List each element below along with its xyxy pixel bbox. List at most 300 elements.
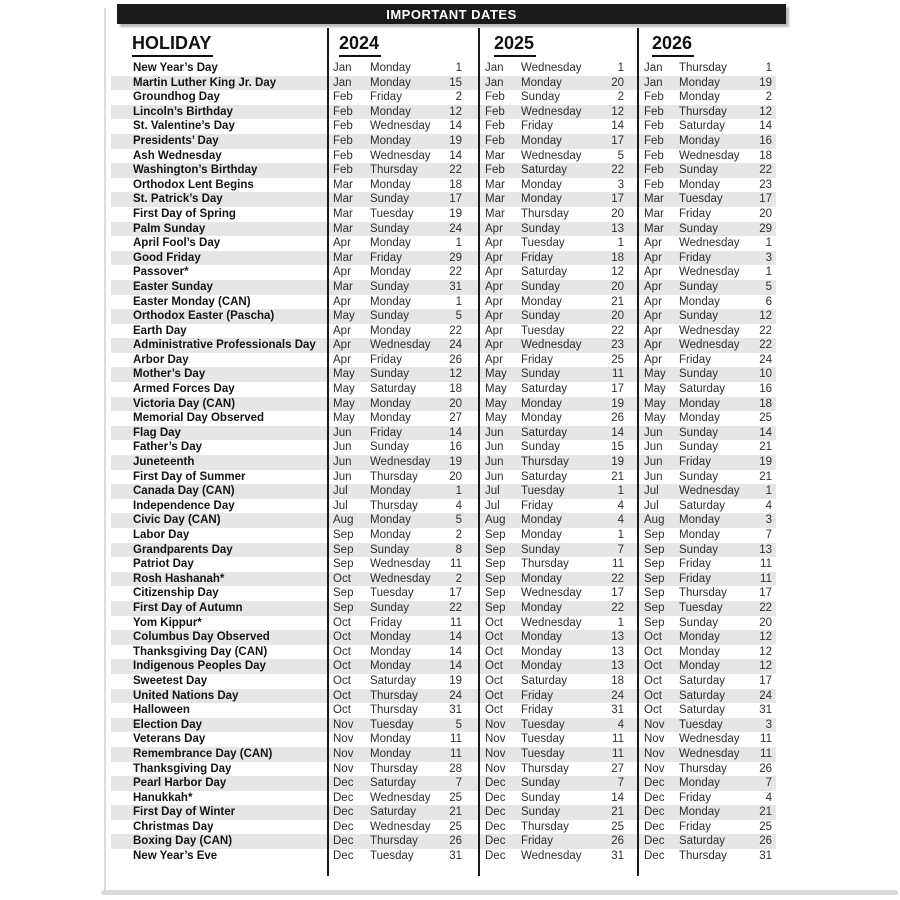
month-cell: Dec — [485, 777, 506, 790]
table-row — [111, 659, 776, 674]
date-cell: 12 — [759, 631, 772, 644]
weekday-cell: Sunday — [370, 222, 410, 235]
date-cell: 11 — [450, 733, 462, 746]
month-cell: Sep — [485, 601, 506, 614]
table-row — [111, 630, 776, 645]
month-cell: Dec — [333, 850, 354, 863]
weekday-cell: Monday — [521, 631, 562, 644]
month-cell: Apr — [485, 339, 503, 352]
month-cell: Mar — [333, 178, 353, 191]
month-cell: Feb — [644, 120, 664, 133]
weekday-cell: Saturday — [370, 806, 417, 819]
weekday-cell: Wednesday — [370, 149, 431, 162]
month-cell: Sep — [644, 601, 665, 614]
month-cell: Nov — [644, 718, 665, 731]
weekday-cell: Sunday — [521, 806, 561, 819]
month-cell: Feb — [644, 105, 664, 118]
weekday-cell: Sunday — [679, 441, 719, 454]
holiday-name: Memorial Day Observed — [133, 412, 265, 425]
month-cell: May — [485, 397, 507, 410]
weekday-cell: Friday — [521, 353, 553, 366]
holiday-name: Boxing Day (CAN) — [133, 835, 233, 848]
date-cell: 17 — [611, 193, 624, 206]
month-cell: Oct — [333, 674, 351, 687]
weekday-cell: Thursday — [370, 835, 418, 848]
weekday-cell: Sunday — [370, 280, 410, 293]
weekday-cell: Wednesday — [370, 791, 431, 804]
month-cell: Jun — [485, 441, 504, 454]
table-row — [111, 105, 776, 120]
table-row — [111, 572, 776, 587]
holiday-name: Armed Forces Day — [133, 383, 235, 396]
weekday-cell: Thursday — [679, 850, 727, 863]
weekday-cell: Saturday — [679, 499, 726, 512]
column-divider — [637, 28, 639, 876]
column-header-holiday: HOLIDAY — [132, 33, 213, 57]
date-cell: 11 — [450, 558, 462, 571]
weekday-cell: Monday — [679, 645, 720, 658]
table-row — [111, 484, 776, 499]
holiday-name: Sweetest Day — [133, 674, 208, 687]
weekday-cell: Wednesday — [679, 485, 740, 498]
month-cell: Mar — [485, 193, 505, 206]
table-row — [111, 236, 776, 251]
date-cell: 25 — [449, 791, 462, 804]
table-row — [111, 338, 776, 353]
weekday-cell: Sunday — [521, 368, 561, 381]
date-cell: 26 — [449, 353, 462, 366]
date-cell: 14 — [449, 149, 462, 162]
date-cell: 17 — [611, 134, 624, 147]
month-cell: Feb — [644, 91, 664, 104]
month-cell: Feb — [333, 91, 353, 104]
date-cell: 22 — [759, 164, 772, 177]
date-cell: 12 — [449, 105, 462, 118]
weekday-cell: Friday — [370, 426, 402, 439]
date-cell: 22 — [759, 601, 772, 614]
date-cell: 11 — [760, 572, 772, 585]
date-cell: 11 — [450, 616, 462, 629]
holiday-name: Ash Wednesday — [133, 149, 222, 162]
weekday-cell: Monday — [370, 412, 411, 425]
date-cell: 29 — [449, 251, 462, 264]
weekday-cell: Monday — [521, 572, 562, 585]
weekday-cell: Friday — [521, 689, 553, 702]
holiday-name: Flag Day — [133, 426, 181, 439]
month-cell: Dec — [333, 791, 354, 804]
weekday-cell: Saturday — [370, 777, 417, 790]
holiday-name: Indigenous Peoples Day — [133, 660, 266, 673]
month-cell: Oct — [333, 689, 351, 702]
weekday-cell: Monday — [521, 397, 562, 410]
date-cell: 17 — [611, 383, 624, 396]
month-cell: Sep — [644, 587, 665, 600]
weekday-cell: Thursday — [370, 689, 418, 702]
weekday-cell: Thursday — [679, 762, 727, 775]
weekday-cell: Sunday — [521, 543, 561, 556]
weekday-cell: Monday — [679, 295, 720, 308]
month-cell: Jul — [333, 499, 348, 512]
holiday-name: St. Patrick’s Day — [133, 193, 223, 206]
date-cell: 13 — [611, 645, 624, 658]
date-cell: 1 — [455, 237, 462, 250]
holiday-name: Victoria Day (CAN) — [133, 397, 236, 410]
date-cell: 19 — [449, 674, 462, 687]
month-cell: Dec — [333, 820, 354, 833]
date-cell: 1 — [765, 266, 772, 279]
date-cell: 4 — [617, 499, 624, 512]
date-cell: 13 — [611, 660, 624, 673]
date-cell: 11 — [760, 733, 772, 746]
month-cell: May — [485, 383, 507, 396]
date-cell: 18 — [611, 251, 624, 264]
date-cell: 20 — [759, 616, 772, 629]
month-cell: Jan — [333, 62, 352, 74]
holiday-name: Palm Sunday — [133, 222, 206, 235]
month-cell: Oct — [644, 645, 662, 658]
month-cell: Oct — [485, 645, 503, 658]
table-row — [111, 455, 776, 470]
month-cell: May — [333, 368, 355, 381]
month-cell: Apr — [644, 339, 662, 352]
weekday-cell: Tuesday — [521, 485, 565, 498]
table-row — [111, 207, 776, 222]
date-cell: 18 — [449, 383, 462, 396]
date-cell: 1 — [455, 485, 462, 498]
holiday-name: First Day of Spring — [133, 207, 236, 220]
weekday-cell: Sunday — [370, 441, 410, 454]
month-cell: Jan — [485, 62, 504, 74]
weekday-cell: Tuesday — [521, 747, 565, 760]
month-cell: May — [333, 397, 355, 410]
month-cell: Feb — [333, 120, 353, 133]
month-cell: Apr — [485, 280, 503, 293]
weekday-cell: Monday — [679, 806, 720, 819]
holiday-name: Administrative Professionals Day — [133, 339, 316, 352]
date-cell: 22 — [611, 601, 624, 614]
month-cell: Aug — [485, 514, 506, 527]
month-cell: Jul — [485, 485, 500, 498]
month-cell: Nov — [644, 762, 665, 775]
table-row — [111, 119, 776, 134]
month-cell: Jun — [485, 426, 504, 439]
table-row — [111, 367, 776, 382]
month-cell: Apr — [644, 295, 662, 308]
month-cell: Sep — [333, 529, 354, 541]
weekday-cell: Friday — [370, 251, 402, 264]
date-cell: 14 — [449, 631, 462, 644]
date-cell: 25 — [611, 820, 624, 833]
date-cell: 12 — [759, 645, 772, 658]
weekday-cell: Wednesday — [679, 747, 740, 760]
table-row — [111, 543, 776, 558]
month-cell: Oct — [485, 631, 503, 644]
month-cell: May — [644, 412, 666, 425]
weekday-cell: Monday — [521, 134, 562, 147]
table-row — [111, 499, 776, 514]
month-cell: Dec — [333, 777, 354, 790]
weekday-cell: Friday — [679, 820, 711, 833]
holiday-name: Remembrance Day (CAN) — [133, 747, 273, 760]
weekday-cell: Wednesday — [521, 339, 582, 352]
holiday-name: Father’s Day — [133, 441, 203, 454]
weekday-cell: Monday — [370, 529, 411, 541]
weekday-cell: Sunday — [521, 791, 561, 804]
month-cell: Nov — [333, 747, 354, 760]
date-cell: 19 — [449, 207, 462, 220]
table-row — [111, 820, 776, 835]
weekday-cell: Wednesday — [679, 324, 740, 337]
date-cell: 25 — [759, 820, 772, 833]
month-cell: Oct — [485, 660, 503, 673]
date-cell: 17 — [449, 587, 462, 600]
table-row — [111, 557, 776, 572]
weekday-cell: Monday — [521, 76, 562, 89]
weekday-cell: Friday — [679, 558, 711, 571]
holiday-name: Christmas Day — [133, 820, 214, 833]
holiday-name: Good Friday — [133, 251, 201, 264]
holiday-name: Washington’s Birthday — [133, 164, 258, 177]
date-cell: 7 — [617, 777, 624, 790]
weekday-cell: Tuesday — [521, 733, 565, 746]
weekday-cell: Sunday — [679, 543, 719, 556]
rows — [111, 61, 776, 864]
month-cell: Sep — [644, 529, 665, 541]
date-cell: 1 — [617, 529, 624, 541]
date-cell: 11 — [450, 747, 462, 760]
date-cell: 17 — [449, 193, 462, 206]
month-cell: Jun — [333, 456, 352, 469]
weekday-cell: Friday — [679, 572, 711, 585]
date-cell: 21 — [759, 806, 772, 819]
holiday-name: Patriot Day — [133, 558, 194, 571]
month-cell: Sep — [333, 558, 354, 571]
date-cell: 14 — [759, 120, 772, 133]
table-row — [111, 805, 776, 820]
weekday-cell: Friday — [521, 499, 553, 512]
date-cell: 27 — [611, 762, 624, 775]
weekday-cell: Wednesday — [679, 149, 740, 162]
weekday-cell: Wednesday — [521, 105, 582, 118]
month-cell: May — [644, 383, 666, 396]
month-cell: Nov — [644, 733, 665, 746]
weekday-cell: Wednesday — [370, 558, 431, 571]
date-cell: 4 — [617, 514, 624, 527]
table-row — [111, 411, 776, 426]
weekday-cell: Friday — [521, 251, 553, 264]
date-cell: 13 — [611, 222, 624, 235]
holiday-name: Thanksgiving Day — [133, 762, 232, 775]
weekday-cell: Wednesday — [521, 587, 582, 600]
holiday-name: Labor Day — [133, 529, 190, 541]
month-cell: Apr — [644, 237, 662, 250]
holiday-name: Easter Monday (CAN) — [133, 295, 251, 308]
month-cell: Jul — [644, 499, 659, 512]
weekday-cell: Friday — [679, 353, 711, 366]
date-cell: 13 — [759, 543, 772, 556]
month-cell: Nov — [644, 747, 665, 760]
date-cell: 2 — [455, 91, 462, 104]
weekday-cell: Monday — [370, 295, 411, 308]
table-row — [111, 674, 776, 689]
month-cell: Apr — [485, 251, 503, 264]
holiday-name: Orthodox Easter (Pascha) — [133, 310, 275, 323]
date-cell: 20 — [611, 280, 624, 293]
month-cell: Mar — [485, 178, 505, 191]
weekday-cell: Sunday — [370, 601, 410, 614]
date-cell: 1 — [617, 616, 624, 629]
date-cell: 1 — [617, 485, 624, 498]
weekday-cell: Tuesday — [521, 718, 565, 731]
date-cell: 20 — [449, 397, 462, 410]
month-cell: Sep — [485, 543, 506, 556]
weekday-cell: Monday — [521, 178, 562, 191]
table-row — [111, 265, 776, 280]
table-row — [111, 61, 776, 76]
weekday-cell: Monday — [521, 529, 562, 541]
month-cell: Feb — [333, 164, 353, 177]
month-cell: May — [644, 368, 666, 381]
month-cell: Oct — [333, 645, 351, 658]
weekday-cell: Saturday — [521, 164, 568, 177]
date-cell: 22 — [759, 339, 772, 352]
holiday-name: Orthodox Lent Begins — [133, 178, 254, 191]
weekday-cell: Wednesday — [521, 149, 582, 162]
month-cell: Jun — [485, 470, 504, 483]
month-cell: Mar — [333, 193, 353, 206]
column-header-2024: 2024 — [339, 33, 381, 57]
weekday-cell: Sunday — [521, 310, 561, 323]
column-header-2026: 2026 — [652, 33, 694, 57]
date-cell: 3 — [765, 514, 772, 527]
weekday-cell: Friday — [521, 704, 553, 717]
month-cell: May — [333, 412, 355, 425]
date-cell: 11 — [612, 368, 624, 381]
weekday-cell: Saturday — [679, 835, 726, 848]
month-cell: Jun — [333, 470, 352, 483]
weekday-cell: Tuesday — [370, 850, 414, 863]
date-cell: 21 — [759, 470, 772, 483]
weekday-cell: Sunday — [521, 777, 561, 790]
month-cell: Feb — [333, 134, 353, 147]
holiday-name: Lincoln’s Birthday — [133, 105, 233, 118]
weekday-cell: Saturday — [679, 689, 726, 702]
month-cell: Apr — [333, 266, 351, 279]
date-cell: 6 — [765, 295, 772, 308]
holiday-name: Grandparents Day — [133, 543, 233, 556]
title-bar — [117, 4, 786, 24]
date-cell: 26 — [611, 412, 624, 425]
date-cell: 16 — [449, 441, 462, 454]
month-cell: Apr — [333, 237, 351, 250]
weekday-cell: Monday — [370, 645, 411, 658]
month-cell: Oct — [485, 674, 503, 687]
table-row — [111, 470, 776, 485]
date-cell: 16 — [759, 134, 772, 147]
month-cell: Nov — [485, 733, 506, 746]
date-cell: 2 — [765, 91, 772, 104]
month-cell: Aug — [333, 514, 354, 527]
date-cell: 22 — [611, 164, 624, 177]
holiday-name: First Day of Winter — [133, 806, 236, 819]
month-cell: Apr — [644, 280, 662, 293]
weekday-cell: Wednesday — [370, 456, 431, 469]
date-cell: 22 — [449, 324, 462, 337]
holiday-name: Citizenship Day — [133, 587, 219, 600]
table-row — [111, 776, 776, 791]
date-cell: 7 — [617, 543, 624, 556]
month-cell: Feb — [644, 134, 664, 147]
month-cell: Feb — [644, 178, 664, 191]
date-cell: 2 — [617, 91, 624, 104]
month-cell: Jan — [333, 76, 352, 89]
weekday-cell: Tuesday — [370, 718, 414, 731]
month-cell: Jun — [485, 456, 504, 469]
weekday-cell: Friday — [679, 251, 711, 264]
month-cell: Nov — [333, 733, 354, 746]
weekday-cell: Monday — [370, 76, 411, 89]
date-cell: 24 — [759, 689, 772, 702]
date-cell: 14 — [449, 660, 462, 673]
weekday-cell: Thursday — [521, 207, 569, 220]
weekday-cell: Thursday — [370, 704, 418, 717]
date-cell: 5 — [765, 280, 772, 293]
month-cell: Dec — [485, 820, 506, 833]
date-cell: 1 — [765, 485, 772, 498]
month-cell: Dec — [644, 820, 665, 833]
table-row — [111, 616, 776, 631]
date-cell: 17 — [759, 193, 772, 206]
weekday-cell: Monday — [370, 631, 411, 644]
weekday-cell: Thursday — [521, 456, 569, 469]
date-cell: 8 — [455, 543, 462, 556]
month-cell: Dec — [644, 777, 665, 790]
month-cell: Dec — [485, 806, 506, 819]
date-cell: 20 — [611, 207, 624, 220]
weekday-cell: Monday — [370, 134, 411, 147]
table-row — [111, 90, 776, 105]
weekday-cell: Monday — [370, 105, 411, 118]
date-cell: 31 — [611, 850, 624, 863]
date-cell: 24 — [759, 353, 772, 366]
holiday-name: First Day of Autumn — [133, 601, 243, 614]
weekday-cell: Wednesday — [521, 616, 582, 629]
month-cell: Mar — [333, 207, 353, 220]
holiday-name: Hanukkah* — [133, 791, 193, 804]
table-row — [111, 149, 776, 164]
holiday-name: Civic Day (CAN) — [133, 514, 221, 527]
holiday-name: Election Day — [133, 718, 203, 731]
date-cell: 21 — [611, 295, 624, 308]
month-cell: Sep — [644, 616, 665, 629]
weekday-cell: Monday — [679, 412, 720, 425]
table-row — [111, 440, 776, 455]
date-cell: 18 — [759, 397, 772, 410]
weekday-cell: Friday — [679, 456, 711, 469]
table-row — [111, 353, 776, 368]
month-cell: Jan — [644, 62, 663, 74]
weekday-cell: Tuesday — [521, 237, 565, 250]
weekday-cell: Monday — [679, 397, 720, 410]
weekday-cell: Thursday — [370, 499, 418, 512]
date-cell: 18 — [611, 674, 624, 687]
month-cell: Sep — [333, 587, 354, 600]
weekday-cell: Sunday — [370, 310, 410, 323]
weekday-cell: Sunday — [679, 310, 719, 323]
month-cell: Oct — [644, 704, 662, 717]
weekday-cell: Thursday — [370, 762, 418, 775]
weekday-cell: Sunday — [370, 368, 410, 381]
